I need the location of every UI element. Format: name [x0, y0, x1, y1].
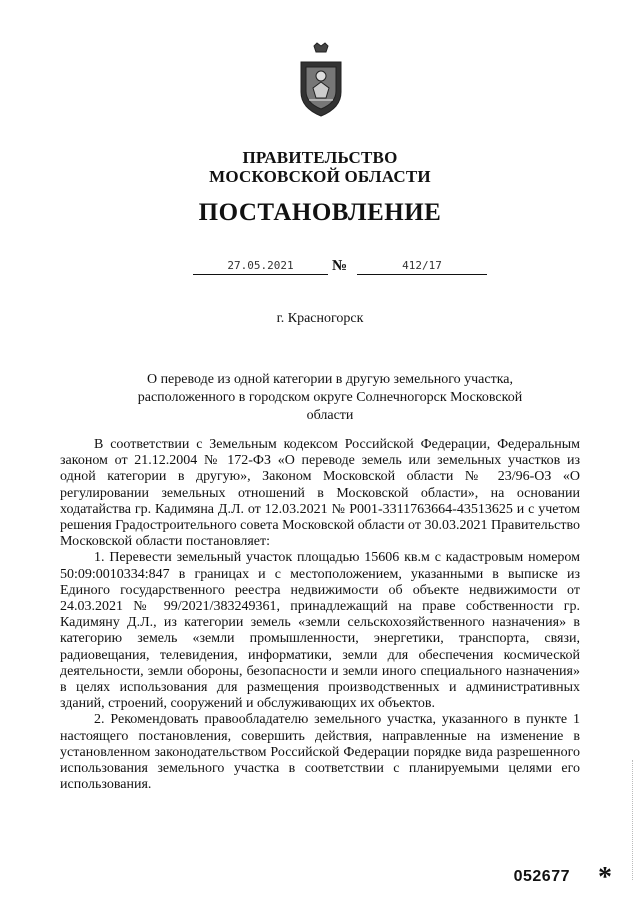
edge-dotted-line [632, 760, 634, 880]
subject-line2: расположенного в городском округе Солнечногорск Московской области [137, 390, 523, 423]
item-2-paragraph: 2. Рекомендовать правообладателю земельного участка, указанного в пункте 1 настоящего постановления, совершить действия, направленные на изменение в установленном законодательством Российской Федерации порядке вида разрешенного использования земельного участка в соответствии с планируемыми целями его использования. [60, 712, 580, 793]
coat-of-arms-emblem [296, 40, 346, 120]
document-type: ПОСТАНОВЛЕНИЕ [198, 199, 442, 226]
government-name-line1: ПРАВИТЕЛЬСТВО [242, 148, 398, 167]
preamble-paragraph: В соответствии с Земельным кодексом Российской Федерации, Федеральным законом от 21.12.2004 № 172-ФЗ «О переводе земель или земельных участков из одной категории в другую», Законом Московской области № 23/96-ОЗ «О регулировании земельных отношений в Московской области», на основании ходатайства гр. Кадимяна Д.Л. от 12.03.2021 № Р001-3311763664-43513625 и с учетом решения Градостроительного совета Московской области от 30.03.2021 Правительство Московской области постановляет: [60, 437, 580, 550]
serial-number: 052677 [513, 868, 570, 885]
date-number-line [0, 258, 640, 278]
document-body [60, 437, 580, 793]
asterisk-mark: * [598, 862, 612, 893]
government-name-line2: МОСКОВСКОЙ ОБЛАСТИ [209, 167, 431, 186]
document-number: 412/17 [357, 258, 487, 275]
document-subject [120, 371, 540, 425]
city: г. Красногорск [276, 311, 364, 326]
number-sign: № [332, 258, 348, 274]
item-1-paragraph: 1. Перевести земельный участок площадью 15606 кв.м с кадастровым номером 50:09:0010334:847 в границах и с местоположением, указанными в выписке из Единого государственного реестра недвижимости об объекте недвижимости от 24.03.2021 № 99/2021/383249361, принадлежащий на праве собственности гр. Кадимяну Д.Л., из категории земель «земли сельскохозяйственного назначения» в категорию земель «земли промышленности, энергетики, транспорта, связи, радиовещания, телевидения, информатики, земли для обеспечения космической деятельности, земли обороны, безопасности и земли иного специального назначения» в целях использования для размещения производственных и административных зданий, строений, сооружений и обслуживающих их объектов. [60, 550, 580, 712]
document-date: 27.05.2021 [193, 258, 328, 275]
government-name [0, 148, 640, 186]
subject-line1: О переводе из одной категории в другую земельного участка, [146, 372, 514, 387]
